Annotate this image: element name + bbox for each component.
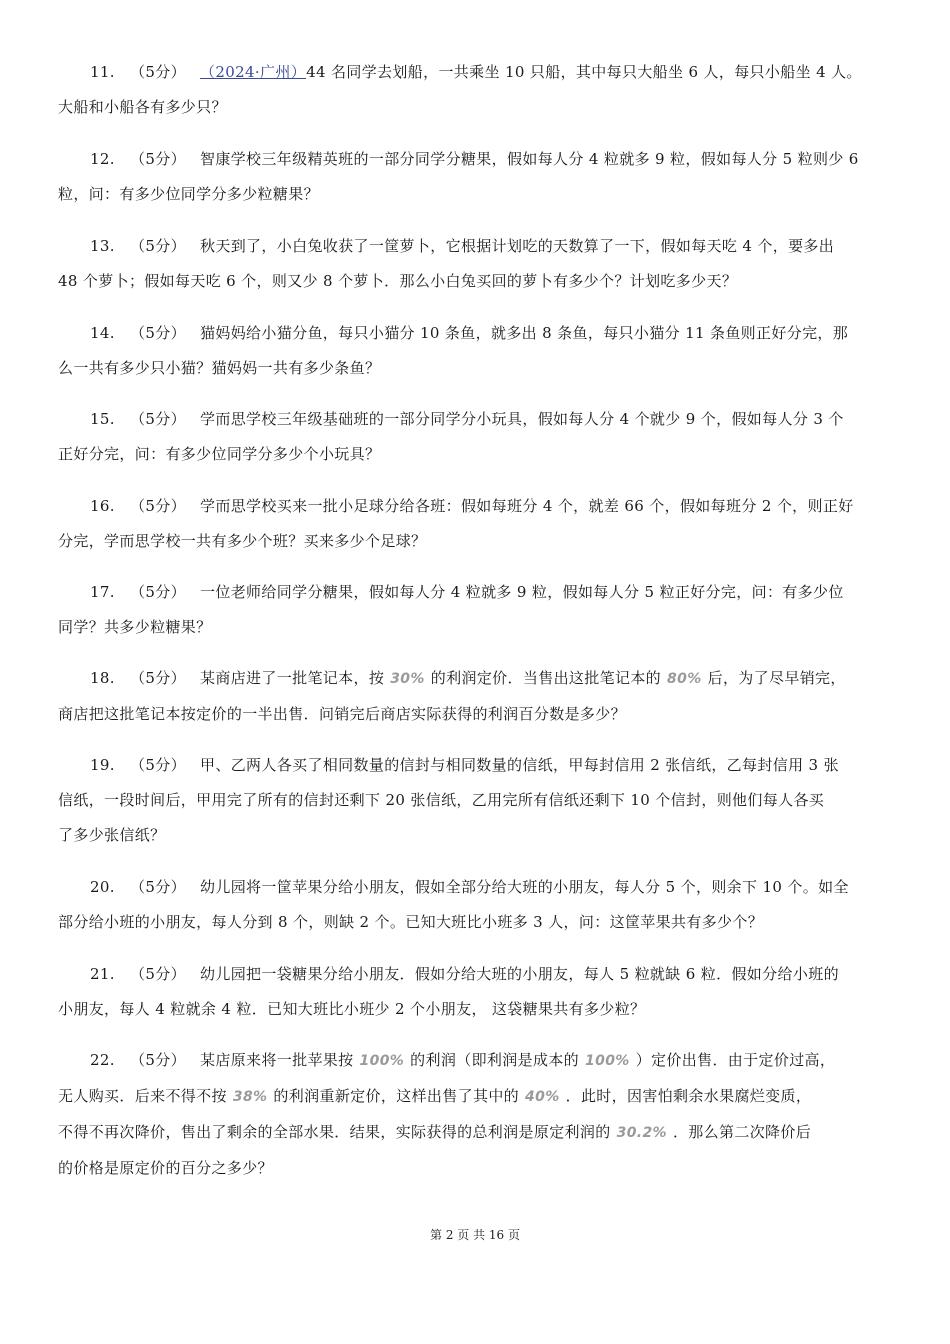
question-15: [58, 402, 896, 472]
question-19: [58, 748, 896, 853]
question-12: [58, 142, 896, 212]
question-18: [58, 661, 896, 732]
question-score: （5分）: [130, 583, 186, 601]
question-score: （5分）: [130, 669, 186, 687]
question-number: 20.: [90, 878, 115, 896]
percent-formula: 30.2%: [616, 1125, 667, 1141]
question-text: 正好分完，问：有多少位同学分多少个小玩具？: [58, 445, 381, 463]
question-text: 的利润定价．当售出这批笔记本的: [430, 669, 662, 687]
question-11: [58, 55, 896, 125]
percent-formula: 38%: [232, 1089, 268, 1105]
question-score: （5分）: [130, 410, 186, 428]
question-text: 小朋友，每人 4 粒就余 4 粒．已知大班比小班少 2 个小朋友， 这袋糖果共有多少粒？: [58, 1000, 646, 1018]
question-13: [58, 229, 896, 299]
question-text: 大船和小船各有多少只？: [58, 98, 227, 116]
percent-formula: 80%: [667, 671, 702, 687]
question-17: [58, 575, 896, 645]
question-number: 12.: [90, 150, 115, 168]
question-text: 的利润（即利润是成本的: [410, 1051, 580, 1069]
question-text: 甲、乙两人各买了相同数量的信封与相同数量的信纸，甲每封信用 2 张信纸，乙每封信用 3 张: [200, 756, 839, 774]
question-text: 秋天到了，小白兔收获了一筐萝卜，它根据计划吃的天数算了一下，假如每天吃 4 个，要多出: [200, 237, 835, 255]
question-number: 11.: [90, 63, 115, 81]
question-text: 商店把这批笔记本按定价的一半出售．问销完后商店实际获得的利润百分数是多少？: [58, 705, 626, 723]
question-text: 的价格是原定价的百分之多少？: [58, 1159, 273, 1177]
question-text: 粒，问：有多少位同学分多少粒糖果？: [58, 185, 319, 203]
question-score: （5分）: [130, 878, 186, 896]
question-text: 44 名同学去划船，一共乘坐 10 只船，其中每只大船坐 6 人，每只小船坐 4 人。: [306, 63, 862, 81]
question-score: （5分）: [130, 497, 186, 515]
question-text: 学而思学校三年级基础班的一部分同学分小玩具，假如每人分 4 个就少 9 个，假如每人分 3 个: [200, 410, 844, 428]
question-text: 同学？共多少粒糖果？: [58, 618, 212, 636]
question-number: 13.: [90, 237, 115, 255]
question-text: 信纸，一段时间后，甲用完了所有的信封还剩下 20 张信纸，乙用完所有信纸还剩下 10 个信封，则他们每人各买: [58, 791, 825, 809]
question-text: 后，为了尽早销完，: [707, 669, 846, 687]
question-text: 幼儿园将一筐苹果分给小朋友，假如全部分给大班的小朋友，每人分 5 个，则余下 10 个。如全: [200, 878, 849, 896]
question-number: 19.: [90, 756, 115, 774]
question-text: 智康学校三年级精英班的一部分同学分糖果，假如每人分 4 粒就多 9 粒，假如每人分 5 粒则少 6: [200, 150, 859, 168]
question-text: 幼儿园把一袋糖果分给小朋友．假如分给大班的小朋友，每人 5 粒就缺 6 粒．假如分给小班的: [200, 965, 839, 983]
question-text: ．此时，因害怕剩余水果腐烂变质，: [565, 1087, 812, 1105]
question-text: ．那么第二次降价后: [672, 1123, 812, 1141]
question-22: [58, 1043, 896, 1186]
question-text: 无人购买．后来不得不按: [58, 1087, 227, 1105]
question-number: 17.: [90, 583, 115, 601]
question-number: 15.: [90, 410, 115, 428]
question-text: 的利润重新定价，这样出售了其中的: [273, 1087, 520, 1105]
percent-formula: 100%: [359, 1053, 405, 1069]
question-score: （5分）: [130, 150, 186, 168]
page-footer: 第 2 页 共 16 页: [430, 1228, 520, 1242]
question-score: （5分）: [130, 63, 186, 81]
question-score: （5分）: [130, 237, 186, 255]
question-14: [58, 316, 896, 386]
question-number: 22.: [90, 1051, 115, 1069]
question-text: 某店原来将一批苹果按: [200, 1051, 354, 1069]
question-text: 48 个萝卜；假如每天吃 6 个，则又少 8 个萝卜．那么小白兔买回的萝卜有多少个？计划吃多少天？: [58, 272, 738, 290]
question-score: （5分）: [130, 324, 186, 342]
percent-formula: 100%: [585, 1053, 630, 1069]
question-number: 21.: [90, 965, 115, 983]
source-link[interactable]: （2024·广州）: [200, 63, 307, 81]
question-text: 了多少张信纸？: [58, 826, 166, 844]
question-21: [58, 957, 896, 1027]
question-text: 不得不再次降价，售出了剩余的全部水果．结果，实际获得的总利润是原定利润的: [58, 1123, 611, 1141]
question-number: 16.: [90, 497, 115, 515]
percent-formula: 40%: [525, 1089, 560, 1105]
percent-formula: 30%: [390, 671, 425, 687]
question-text: 部分给小班的小朋友，每人分到 8 个，则缺 2 个。已知大班比小班多 3 人，问：这筐苹果共有多少个？: [58, 913, 764, 931]
question-text: 么一共有多少只小猫？猫妈妈一共有多少条鱼？: [58, 359, 381, 377]
question-score: （5分）: [130, 1051, 186, 1069]
question-text: 分完，学而思学校一共有多少个班？买来多少个足球？: [58, 532, 427, 550]
question-score: （5分）: [130, 756, 186, 774]
question-number: 18.: [90, 669, 115, 687]
question-text: 猫妈妈给小猫分鱼，每只小猫分 10 条鱼，就多出 8 条鱼，每只小猫分 11 条鱼则正好分完，那: [200, 324, 849, 342]
question-20: [58, 870, 896, 940]
question-text: ）定价出售．由于定价过高，: [635, 1051, 836, 1069]
question-16: [58, 489, 896, 559]
question-score: （5分）: [130, 965, 186, 983]
question-text: 某商店进了一批笔记本，按: [200, 669, 385, 687]
question-number: 14.: [90, 324, 115, 342]
question-text: 学而思学校买来一批小足球分给各班：假如每班分 4 个，就差 66 个，假如每班分 2 个，则正好: [200, 497, 854, 515]
question-text: 一位老师给同学分糖果，假如每人分 4 粒就多 9 粒，假如每人分 5 粒正好分完，问：有多少位: [200, 583, 844, 601]
